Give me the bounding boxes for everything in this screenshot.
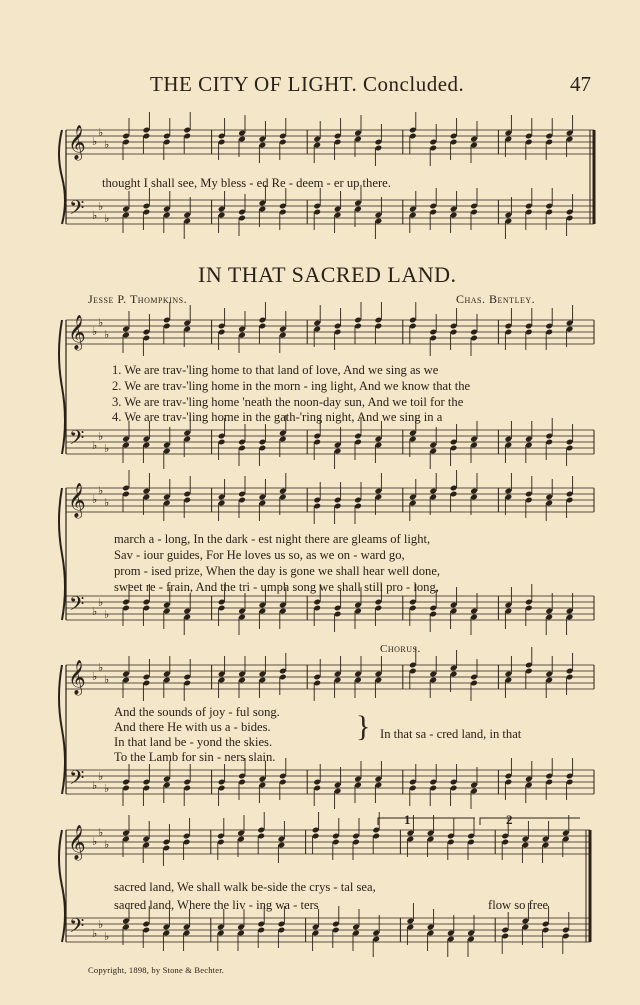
page-number: 47 [570,72,591,96]
verse-brace: } [356,710,371,743]
verse-line: 3. We are trav-'ling home 'neath the noon-day sun, And we toil for the [112,395,464,409]
verse-line: march a - long, In the dark - est night there are gleams of light, [114,532,431,546]
flat-sign: ♭ [104,442,110,455]
treble-clef: 𝄞 [68,660,86,695]
verse-line: And the sounds of joy - ful song. [114,705,280,719]
chorus-label: Chorus. [380,643,421,655]
treble-clef: 𝄞 [68,825,86,860]
system-brace [59,488,65,620]
flat-sign: ♭ [98,430,104,443]
flat-sign: ♭ [92,605,98,618]
second-ending-bracket [480,818,580,825]
system-brace [59,665,65,794]
flat-sign: ♭ [92,135,98,148]
flat-sign: ♭ [98,918,104,931]
flat-sign: ♭ [98,661,104,674]
first-ending-bracket [378,818,475,825]
verse-line: Sav - iour guides, For He loves us so, as we on - ward go, [114,548,405,562]
flat-sign: ♭ [98,316,104,329]
flat-sign: ♭ [92,325,98,338]
flat-sign: ♭ [104,496,110,509]
chorus-line: sacred land, We shall walk be-side the crys - tal sea, [114,880,376,894]
verse-line: And there He with us a - bides. [114,720,271,734]
bass-clef: 𝄢 [69,914,85,942]
flat-sign: ♭ [98,770,104,783]
verse-line: 2. We are trav-'ling home in the morn - ing light, And we know that the [112,379,471,393]
flat-sign: ♭ [104,212,110,225]
system-brace [59,320,65,454]
flat-sign: ♭ [104,138,110,151]
flat-sign: ♭ [104,608,110,621]
flat-sign: ♭ [92,209,98,222]
chorus-line: In that sa - cred land, in that [380,727,522,741]
flat-sign: ♭ [104,838,110,851]
lyricist: Jesse P. Thompkins. [88,292,188,306]
prev-song-lyric: thought I shall see, My bless - ed Re - deem - er up there. [102,176,391,190]
verse-line: In that land be - yond the skies. [114,735,273,749]
bass-clef: 𝄢 [69,426,85,454]
flat-sign: ♭ [92,493,98,506]
verse-line: sweet re - frain, And the tri - umph song we shall still pro - long, [114,580,439,594]
composer: Chas. Bentley. [456,292,536,306]
second-ending-label: 2 [506,812,513,827]
treble-clef: 𝄞 [68,315,86,350]
flat-sign: ♭ [98,200,104,213]
chorus-line: flow so free [488,898,549,912]
verse-line: prom - ised prize, When the day is gone we shall hear well done, [114,564,441,578]
flat-sign: ♭ [98,826,104,839]
flat-sign: ♭ [98,126,104,139]
flat-sign: ♭ [104,673,110,686]
chorus-line: sacred land, Where the liv - ing wa - ters [114,898,319,912]
flat-sign: ♭ [98,596,104,609]
flat-sign: ♭ [92,779,98,792]
flat-sign: ♭ [92,835,98,848]
flat-sign: ♭ [92,439,98,452]
flat-sign: ♭ [98,484,104,497]
system-brace [59,830,65,942]
treble-clef: 𝄞 [68,125,86,160]
flat-sign: ♭ [104,328,110,341]
flat-sign: ♭ [104,782,110,795]
copyright-notice: Copyright, 1898, by Stone & Bechter. [88,965,225,975]
bass-clef: 𝄢 [69,196,85,224]
treble-clef: 𝄞 [68,483,86,518]
verse-line: To the Lamb for sin - ners slain. [114,750,276,764]
flat-sign: ♭ [92,927,98,940]
song-title: IN THAT SACRED LAND. [198,262,457,287]
verse-line: 1. We are trav-'ling home to that land of love, And we sing as we [112,363,439,377]
verse-line: 4. We are trav-'ling home in the gath-'ring night, And we sing in a [112,410,443,424]
flat-sign: ♭ [104,930,110,943]
bass-clef: 𝄢 [69,592,85,620]
first-ending-label: 1 [404,812,411,827]
bass-clef: 𝄢 [69,766,85,794]
flat-sign: ♭ [92,670,98,683]
page-header-title: THE CITY OF LIGHT. Concluded. [150,72,465,96]
system-brace [59,130,65,224]
